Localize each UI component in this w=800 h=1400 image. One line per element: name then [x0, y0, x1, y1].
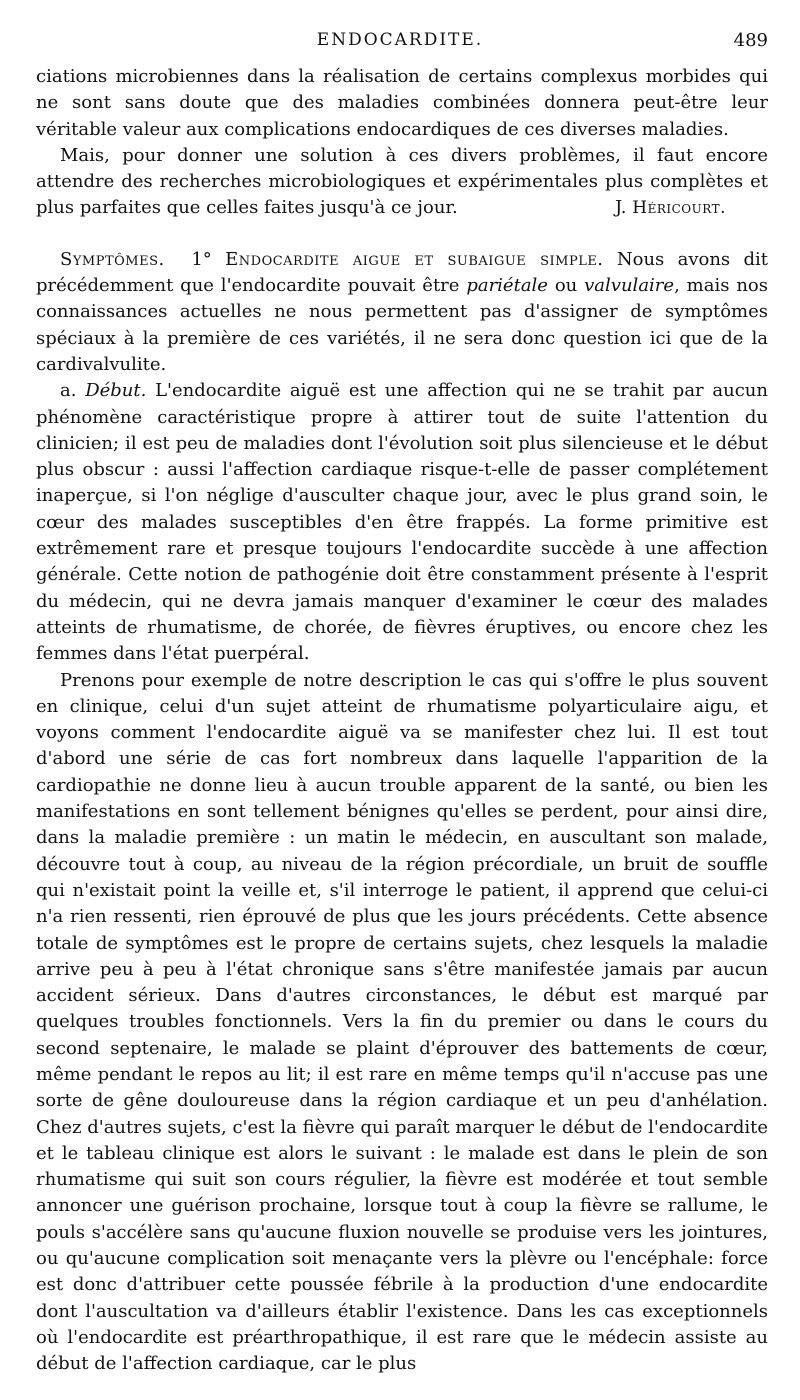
paragraph-debut — [36, 378, 768, 667]
page-body — [36, 64, 768, 1378]
signature-name: Héricourt. — [632, 198, 726, 219]
subsection-label: a. — [60, 380, 86, 402]
paragraph-symptoms — [36, 247, 768, 378]
signature-initial: J. — [614, 197, 627, 219]
term-valvulaire: valvulaire — [584, 275, 675, 297]
running-title: ENDOCARDITE. — [316, 30, 484, 50]
page-header — [0, 30, 800, 56]
section-heading: Symptômes. — [60, 248, 165, 270]
term-parietale: pariétale — [466, 275, 548, 297]
page-number: 489 — [733, 30, 768, 51]
paragraph-text: Nous avons dit précédemment que l'endocardite pouvait être — [36, 248, 768, 297]
paragraph-text: , mais nos connaissances actuelles ne nous permettent pas d'assigner de symptômes spéciaux à la première de ces variétés, il ne sera donc question ici que de la cardivalvulite. — [36, 275, 768, 375]
subheading-number: 1° — [191, 248, 212, 270]
paragraph-text: Mais, pour donner une solution à ces divers problèmes, il faut encore attendre des recherches microbiologiques et expérimentales plus complètes et plus parfaites que celles faites jusqu'à ce jour. — [36, 144, 768, 219]
paragraph-text: ou — [547, 275, 585, 297]
paragraph-example: Prenons pour exemple de notre description le cas qui s'offre le plus souvent en clinique, celui d'un sujet atteint de rhumatisme polyarticulaire aigu, et voyons comment l'endocardite aiguë va se manifester chez lui. Il est tout d'abord une série de cas fort nombreux dans laquelle l'apparition de la cardiopathie ne donne lieu à aucun trouble apparent de la santé, ou bien les manifestations en sont tellement bénignes qu'elles se perdent, pour ainsi dire, dans la maladie première : un matin le médecin, en auscultant son malade, découvre tout à coup, au niveau de la région précordiale, un bruit de souffle qui n'existait point la veille et, s'il interroge le patient, il apprend que celui-ci n'a rien ressenti, rien éprouvé de plus que les jours précédents. Cette absence totale de symptômes est le propre de certains sujets, chez lesquels la maladie arrive peu à peu à l'état chronique sans s'être manifestée jamais par aucun accident sérieux. Dans d'autres circonstances, le début est marqué par quelques troubles fonctionnels. Vers la fin du premier ou dans le cours du second septenaire, le malade se plaint d'éprouver des battements de cœur, même pendant le repos au lit; il est rare en même temps qu'il n'accuse pas une sorte de gêne douloureuse dans la région cardiaque et un peu d'anhélation. Chez d'autres sujets, c'est la fièvre qui paraît marquer le début de l'endocardite et le tableau clinique est alors le suivant : le malade est dans le plein de son rhumatisme qui suit son cours régulier, la fièvre est modérée et tout semble annoncer une guérison prochaine, lorsque tout à coup la fièvre se rallume, le pouls s'accélère sans qu'aucune fluxion nouvelle se produise vers les jointures, ou qu'aucune complication soit menaçante vers la plèvre ou l'encéphale: force est donc d'attribuer cette poussée fébrile à la production d'une endocardite dont l'auscultation va d'ailleurs établir l'existence. Dans les cas exceptionnels où l'endocardite est préarthropathique, il est rare que le médecin assiste au début de l'affection cardiaque, car le plus — [36, 669, 768, 1375]
subheading-title: Endocardite aigue et subaigue simple. — [225, 248, 604, 270]
paragraph-text: L'endocardite aiguë est une affection qui ne se trahit par aucun phénomène caractéristique propre à attirer tout de suite l'attention du clinicien; il est peu de maladies dont l'évolution soit plus silencieuse et le début plus obscur : aussi l'affection cardiaque risque-t-elle de passer complétement inaperçue, si l'on néglige d'ausculter chaque jour, avec le plus grand soin, le cœur des malades susceptibles d'en être frappés. La forme primitive est extrêmement rare et presque toujours l'endocardite succède à une affection générale. Cette notion de pathogénie doit être constamment présente à l'esprit du médecin, qui ne devra jamais manquer d'examiner le cœur des malades atteints de rhumatisme, de chorée, de fièvres éruptives, ou encore chez les femmes dans l'état puerpéral. — [36, 380, 768, 665]
paragraph-solution — [36, 143, 768, 222]
subsection-title: Début. — [85, 380, 147, 402]
paragraph-continuation: ciations microbiennes dans la réalisation de certains complexus morbides qui ne sont sans doute que des maladies combinées donnera peut-être leur véritable valeur aux complications endocardiques de ces diverses maladies. — [36, 66, 768, 140]
author-signature — [591, 195, 726, 221]
